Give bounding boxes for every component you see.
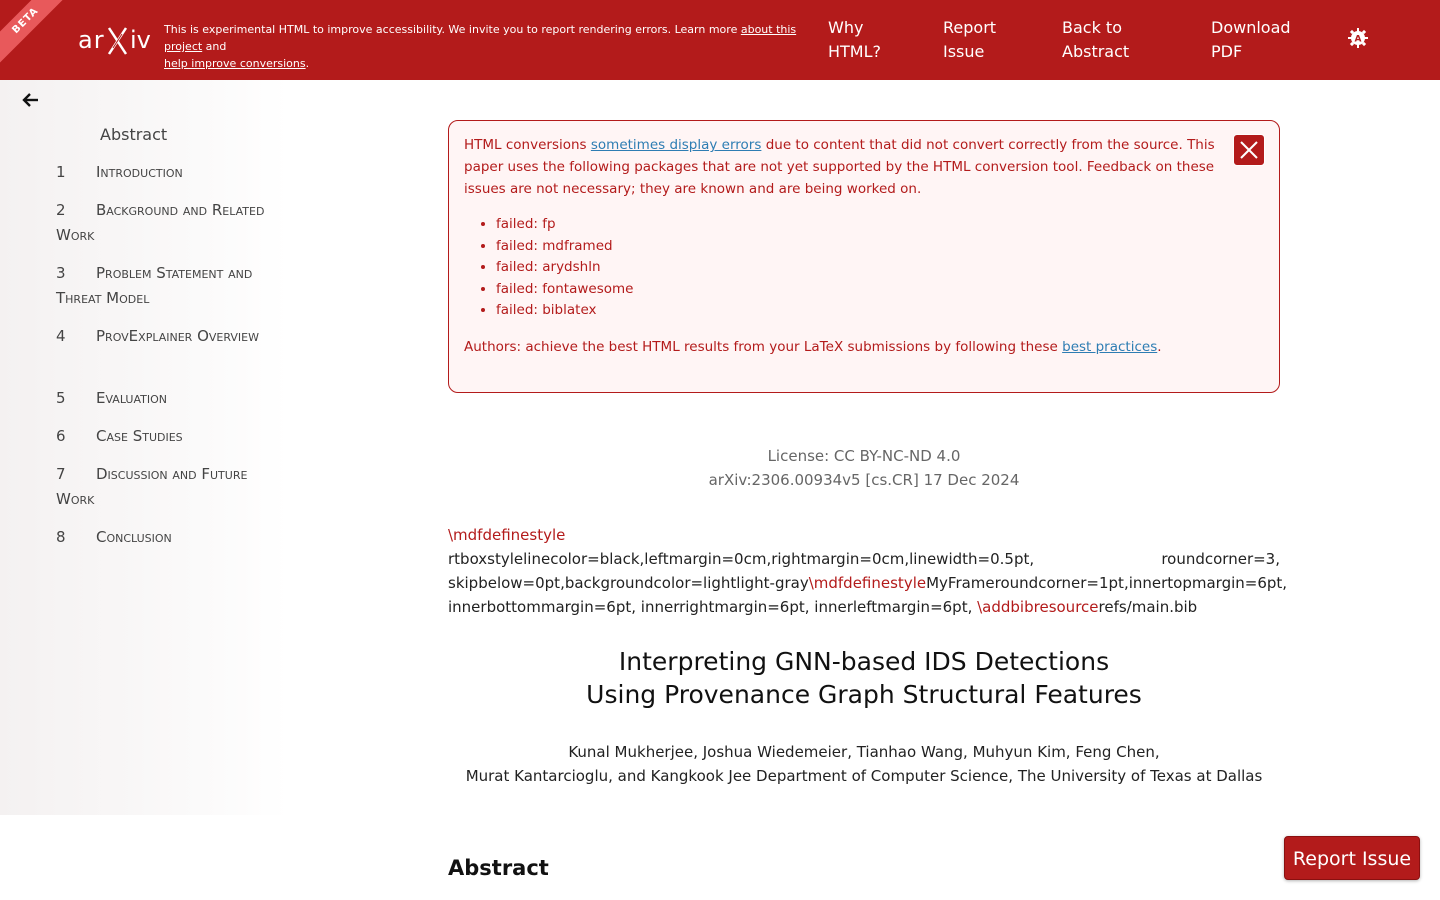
conversion-errors-alert bbox=[448, 120, 1280, 393]
about-project-link[interactable]: about this project bbox=[164, 23, 797, 53]
list-item: • failed: fontawesome bbox=[496, 279, 1217, 301]
toc-title: Evaluation bbox=[96, 389, 167, 407]
authors-note-text: Authors: achieve the best HTML results from your LaTeX submissions by following these bbox=[464, 338, 1063, 355]
toc-num: 6 bbox=[56, 427, 66, 445]
beta-ribbon: BETA bbox=[0, 0, 76, 71]
display-errors-link[interactable]: sometimes display errors bbox=[590, 137, 762, 153]
toc-num: 1 bbox=[56, 163, 66, 181]
author-list bbox=[448, 740, 1280, 788]
close-icon bbox=[1239, 140, 1259, 160]
toc-item-introduction[interactable] bbox=[56, 160, 271, 185]
toc-num: 7 bbox=[56, 465, 66, 483]
toc-num: 2 bbox=[56, 201, 66, 219]
authors-note bbox=[464, 336, 1217, 358]
latex-residue bbox=[448, 523, 1288, 619]
toc-title: Problem Statement and Threat Model bbox=[56, 264, 253, 307]
toc-num: 5 bbox=[56, 389, 66, 407]
nav-why-line1: Why bbox=[828, 18, 864, 37]
svg-text:A: A bbox=[1354, 34, 1362, 45]
toc-item-evaluation[interactable] bbox=[56, 386, 271, 411]
report-issue-button[interactable]: Report Issue bbox=[1284, 836, 1420, 880]
nav-download-pdf[interactable] bbox=[1211, 16, 1311, 64]
license-line: License: CC BY-NC-ND 4.0 bbox=[767, 447, 961, 465]
toc-item-provexplainer[interactable] bbox=[56, 324, 271, 349]
nav-why-html[interactable] bbox=[828, 16, 908, 64]
toc-item-discussion[interactable] bbox=[56, 462, 271, 512]
toc-title: Conclusion bbox=[96, 528, 172, 546]
latex-error-command: \addbibresource bbox=[977, 598, 1099, 616]
notice-text-suffix: . bbox=[305, 57, 310, 70]
latex-error-command: \mdfdefinestyle bbox=[448, 526, 566, 544]
failed-packages-list bbox=[496, 214, 1217, 322]
alert-intro bbox=[464, 134, 1217, 200]
top-banner bbox=[0, 0, 1440, 80]
help-conversions-link[interactable]: help improve conversions bbox=[164, 57, 306, 70]
title-line: Using Provenance Graph Structural Features bbox=[586, 680, 1142, 709]
toc-num: 3 bbox=[56, 264, 66, 282]
nav-pdf-line2: PDF bbox=[1211, 42, 1243, 61]
toc-title: ProvExplainer Overview bbox=[96, 327, 259, 345]
paper-title bbox=[448, 645, 1280, 711]
toc-title: Background and Related Work bbox=[56, 201, 265, 244]
theme-toggle-icon[interactable] bbox=[1348, 28, 1368, 48]
latex-text: innerbottommargin=6pt, innerrightmargin=6pt, innerleftmargin=6pt, bbox=[448, 598, 978, 616]
list-item: • failed: fp bbox=[496, 214, 1217, 236]
toc-item-background[interactable] bbox=[56, 198, 271, 248]
arxiv-logo[interactable] bbox=[78, 20, 154, 60]
nav-back-line2: Abstract bbox=[1062, 42, 1130, 61]
latex-text: innertopmargin=6pt, bbox=[1128, 574, 1288, 592]
list-item: • failed: arydshln bbox=[496, 257, 1217, 279]
list-item: • failed: biblatex bbox=[496, 300, 1217, 322]
list-item: • failed: mdframed bbox=[496, 236, 1217, 258]
notice-text: This is experimental HTML to improve accessibility. We invite you to report rendering errors. Learn more bbox=[164, 23, 741, 36]
license-info bbox=[448, 444, 1280, 492]
latex-text: MyFrameroundcorner=1pt, bbox=[926, 574, 1129, 592]
toc-item-problem-statement[interactable] bbox=[56, 261, 271, 311]
toc-abstract[interactable]: Abstract bbox=[100, 125, 168, 144]
alert-text-rest: due to content that did not convert correctly from the source. This paper uses the following packages that are not yet supported by the HTML conversion tool. Feedback on these issues are not necessary; they are known and are being worked on. bbox=[464, 137, 1215, 197]
toc-num: 8 bbox=[56, 528, 66, 546]
experimental-notice bbox=[164, 21, 814, 72]
nav-report-line1: Report bbox=[943, 18, 997, 37]
latex-text: rtboxstylelinecolor=black,leftmargin=0cm,rightmargin=0cm,linewidth=0.5pt, bbox=[448, 550, 1035, 568]
close-alert-button[interactable] bbox=[1233, 134, 1265, 166]
latex-error-command: \mdfdefinestyle bbox=[808, 574, 927, 592]
nav-back-to-abstract[interactable] bbox=[1062, 16, 1172, 64]
toc-item-case-studies[interactable] bbox=[56, 424, 271, 449]
best-practices-link[interactable]: best practices bbox=[1062, 338, 1158, 355]
nav-report-line2: Issue bbox=[943, 42, 985, 61]
authors-note-suffix: . bbox=[1157, 338, 1162, 355]
latex-text: roundcorner=3, bbox=[1161, 550, 1280, 568]
nav-why-line2: HTML? bbox=[828, 42, 882, 61]
nav-report-issue[interactable] bbox=[943, 16, 1023, 64]
collapse-toc-arrow-icon[interactable] bbox=[20, 90, 42, 110]
authors-line: Kunal Mukherjee, Joshua Wiedemeier, Tianhao Wang, Muhyun Kim, Feng Chen, bbox=[568, 743, 1160, 761]
latex-text: refs/main.bib bbox=[1098, 598, 1198, 616]
alert-text: HTML conversions bbox=[464, 137, 591, 153]
toc-title: Introduction bbox=[96, 163, 183, 181]
toc-num: 4 bbox=[56, 327, 66, 345]
nav-pdf-line1: Download bbox=[1211, 18, 1291, 37]
title-line: Interpreting GNN-based IDS Detections bbox=[618, 647, 1110, 676]
toc-title: Case Studies bbox=[96, 427, 183, 445]
nav-back-line1: Back to bbox=[1062, 18, 1122, 37]
toc-item-conclusion[interactable] bbox=[56, 525, 271, 550]
latex-text: skipbelow=0pt,backgroundcolor=lightlight-gray bbox=[448, 574, 809, 592]
toc-sidebar bbox=[0, 80, 288, 815]
notice-text-middle: and bbox=[202, 40, 227, 53]
svg-text:ar: ar bbox=[78, 26, 105, 54]
arxiv-id-line: arXiv:2306.00934v5 [cs.CR] 17 Dec 2024 bbox=[708, 471, 1020, 489]
abstract-heading: Abstract bbox=[448, 856, 549, 880]
authors-line: Murat Kantarcioglu, and Kangkook Jee Department of Computer Science, The University of Texas at Dallas bbox=[465, 767, 1263, 785]
svg-text:iv: iv bbox=[130, 26, 151, 54]
toc-title: Discussion and Future Work bbox=[56, 465, 248, 508]
